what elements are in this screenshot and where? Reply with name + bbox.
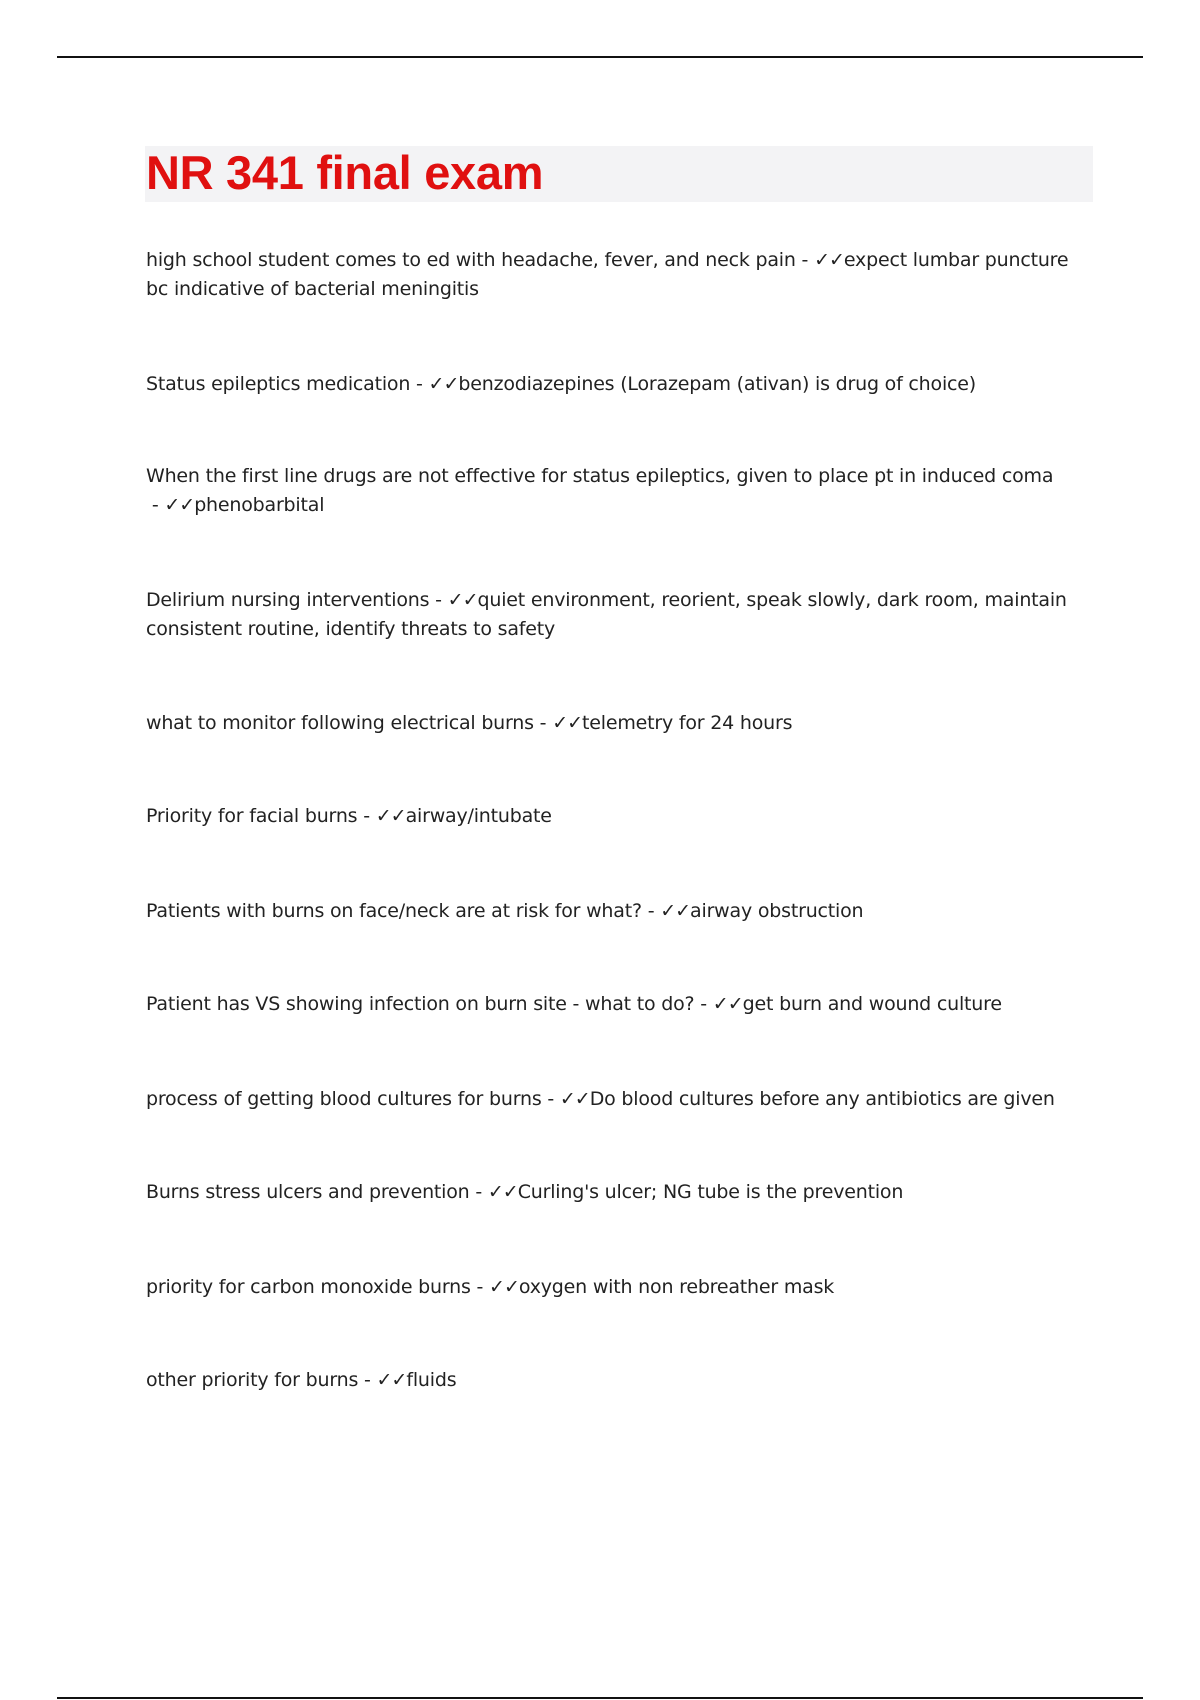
question-text: Delirium nursing interventions [146,589,430,611]
separator: - [470,1276,490,1298]
separator: - [410,373,429,395]
answer-text: telemetry for 24 hours [582,712,793,734]
question-text: what to monitor following electrical burns [146,712,534,734]
question-text: When the first line drugs are not effective for status epileptics, given to place pt in induced coma [146,465,1054,487]
answer-text: Curling's ulcer; NG tube is the prevention [517,1181,904,1203]
check-mark-icon: ✓✓ [376,1369,407,1391]
separator: - [541,1088,560,1110]
page-title: NR 341 final exam [146,146,544,199]
answer-text: get burn and wound culture [742,993,1002,1015]
check-mark-icon: ✓✓ [428,373,459,395]
check-mark-icon: ✓✓ [712,993,743,1015]
check-mark-icon: ✓✓ [447,589,478,611]
check-mark-icon: ✓✓ [487,1181,518,1203]
separator: - [357,805,376,827]
separator: - [146,494,165,516]
qa-item [146,370,1086,399]
qa-item [146,1273,1086,1302]
check-mark-icon: ✓✓ [552,712,583,734]
qa-item [146,586,1086,644]
check-mark-icon: ✓✓ [375,805,406,827]
qa-item [146,1085,1086,1114]
check-mark-icon: ✓✓ [489,1276,519,1298]
question-text: priority for carbon monoxide burns [146,1276,471,1298]
qa-item [146,1366,1086,1395]
check-mark-icon: ✓✓ [814,249,844,271]
question-text: Burns stress ulcers and prevention [146,1181,470,1203]
question-text: Priority for facial burns [146,805,358,827]
question-text: process of getting blood cultures for burns [146,1088,542,1110]
separator: - [358,1369,377,1391]
bottom-rule [57,1697,1143,1699]
check-mark-icon: ✓✓ [559,1088,590,1110]
answer-text: expect lumbar puncture bc indicative of bacterial meningitis [146,249,1069,300]
answer-text: oxygen with non rebreather mask [518,1276,835,1298]
separator: - [429,589,448,611]
question-text: other priority for burns [146,1369,359,1391]
separator: - [795,249,815,271]
question-text: Patient has VS showing infection on burn site - what to do? [146,993,695,1015]
check-mark-icon: ✓✓ [164,494,195,516]
answer-text: Do blood cultures before any antibiotics are given [589,1088,1055,1110]
qa-item [146,897,1086,926]
qa-item [146,709,1086,738]
top-rule [57,56,1143,58]
separator: - [694,993,713,1015]
qa-item [146,1178,1086,1207]
qa-item [146,462,1086,520]
separator: - [533,712,553,734]
qa-item [146,990,1086,1019]
answer-text: quiet environment, reorient, speak slowly, dark room, maintain consistent routine, identify threats to safety [146,589,1067,640]
answer-text: fluids [406,1369,457,1391]
question-text: Status epileptics medication [146,373,411,395]
answer-text: benzodiazepines (Lorazepam (ativan) is drug of choice) [458,373,976,395]
question-text: Patients with burns on face/neck are at risk for what? [146,900,642,922]
answer-text: phenobarbital [194,494,325,516]
question-text: high school student comes to ed with headache, fever, and neck pain [146,249,796,271]
answer-text: airway obstruction [690,900,864,922]
check-mark-icon: ✓✓ [660,900,691,922]
answer-text: airway/intubate [405,805,552,827]
separator: - [641,900,661,922]
separator: - [469,1181,488,1203]
qa-item [146,802,1086,831]
qa-item [146,246,1086,304]
